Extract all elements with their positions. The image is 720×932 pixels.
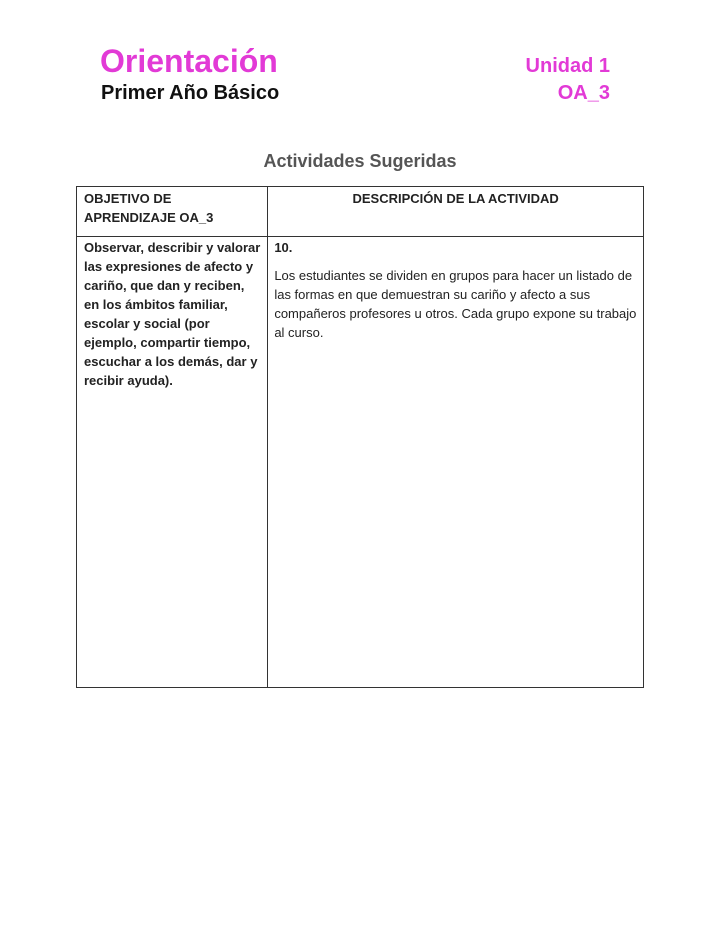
table-row: [77, 237, 644, 688]
section-title: Actividades Sugeridas: [263, 151, 457, 171]
objective-cell: Observar, describir y valorar las expresiones de afecto y cariño, que dan y reciben, en los ámbitos familiar, escolar y social (por ejemplo, compartir tiempo, escuchar a los demás, dar y recibir ayuda).: [77, 237, 268, 688]
oa-code: OA_3: [557, 82, 610, 104]
description-column-header: DESCRIPCIÓN DE LA ACTIVIDAD: [268, 187, 644, 237]
table-header-row: [77, 187, 644, 237]
description-cell: [268, 237, 644, 688]
objective-column-header: OBJETIVO DE APRENDIZAJE OA_3: [77, 187, 268, 237]
subject-title: Orientación: [100, 43, 278, 79]
activity-table: [76, 186, 644, 688]
unit-label: Unidad 1: [525, 55, 610, 77]
activity-number: 10.: [274, 240, 293, 255]
grade-level: Primer Año Básico: [101, 82, 280, 104]
activity-description: Los estudiantes se dividen en grupos para hacer un listado de las formas en que demuestran su cariño y afecto a sus compañeros profesores u otros. Cada grupo expone su trabajo al curso.: [274, 268, 637, 340]
